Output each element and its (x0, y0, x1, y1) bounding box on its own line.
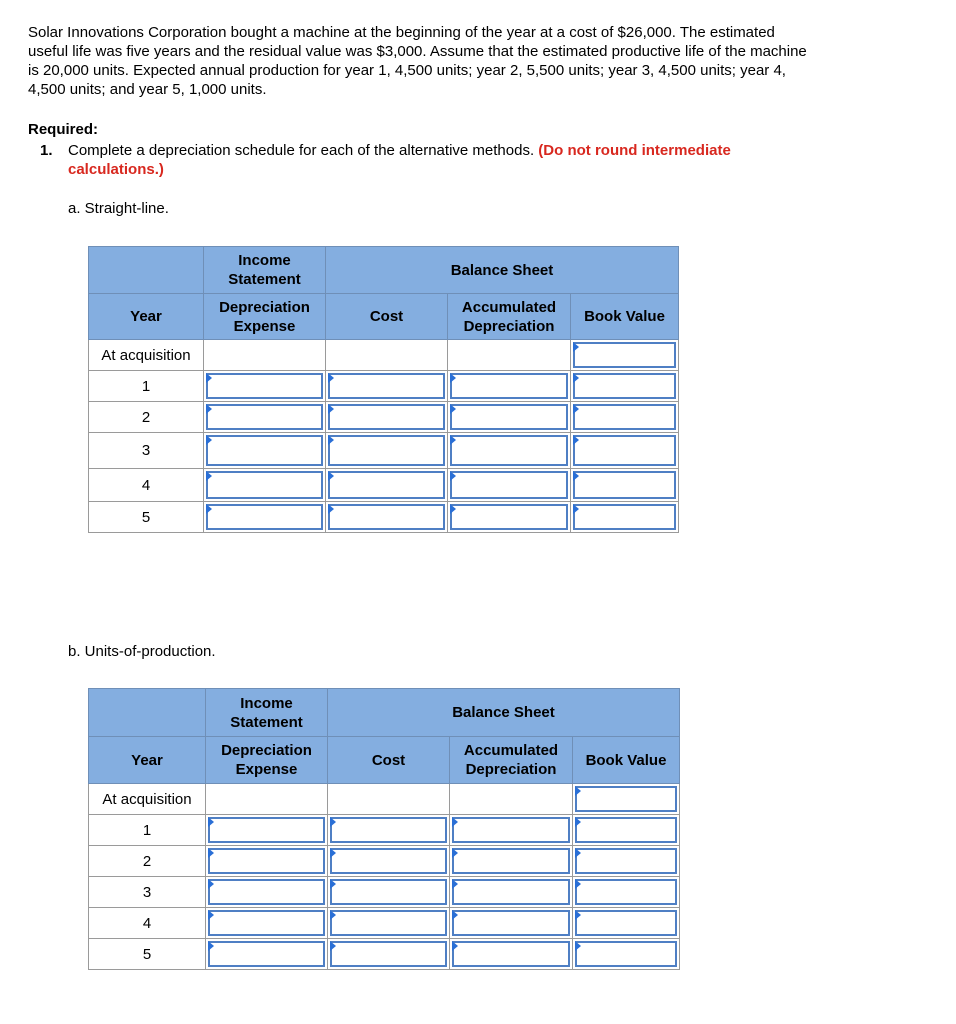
input-marker-icon (330, 817, 336, 827)
input-marker-icon (573, 342, 579, 352)
input-marker-icon (452, 941, 458, 951)
input-marker-icon (328, 404, 334, 414)
accumulated-depreciation-input[interactable] (448, 371, 571, 402)
input-marker-icon (575, 817, 581, 827)
table-row (89, 908, 680, 939)
header-balance-sheet: Balance Sheet (328, 689, 680, 737)
input-marker-icon (208, 848, 214, 858)
input-marker-icon (208, 817, 214, 827)
header-accumulated-depreciation: Accumulated Depreciation (450, 737, 573, 784)
input-marker-icon (450, 504, 456, 514)
header-depreciation-expense: Depreciation Expense (206, 737, 328, 784)
row-label: 4 (89, 469, 204, 502)
static-cell (326, 340, 448, 371)
accumulated-depreciation-input[interactable] (450, 908, 573, 939)
book-value-input[interactable] (571, 469, 679, 502)
table-row (89, 340, 679, 371)
input-marker-icon (206, 404, 212, 414)
accumulated-depreciation-input[interactable] (450, 877, 573, 908)
depreciation-expense-input[interactable] (206, 908, 328, 939)
input-marker-icon (206, 435, 212, 445)
book-value-input[interactable] (573, 877, 680, 908)
cost-input[interactable] (326, 402, 448, 433)
table-row (89, 402, 679, 433)
input-marker-icon (573, 373, 579, 383)
cost-input[interactable] (326, 502, 448, 533)
book-value-input[interactable] (573, 939, 680, 970)
static-cell (450, 784, 573, 815)
requirement-number: 1. (40, 142, 53, 159)
row-label: 2 (89, 846, 206, 877)
depreciation-expense-input[interactable] (204, 371, 326, 402)
input-marker-icon (206, 504, 212, 514)
cost-input[interactable] (328, 908, 450, 939)
table-row (89, 939, 680, 970)
requirement-text (68, 141, 818, 179)
input-marker-icon (450, 404, 456, 414)
input-marker-icon (330, 879, 336, 889)
header-cost: Cost (328, 737, 450, 784)
cost-input[interactable] (328, 846, 450, 877)
table-row (89, 433, 679, 469)
input-marker-icon (330, 941, 336, 951)
input-marker-icon (575, 786, 581, 796)
table-row (89, 815, 680, 846)
depreciation-expense-input[interactable] (206, 846, 328, 877)
depreciation-expense-input[interactable] (204, 502, 326, 533)
requirement-1 (40, 141, 820, 178)
accumulated-depreciation-input[interactable] (448, 502, 571, 533)
accumulated-depreciation-input[interactable] (450, 815, 573, 846)
input-marker-icon (573, 504, 579, 514)
depreciation-expense-input[interactable] (204, 433, 326, 469)
table-row (89, 784, 680, 815)
input-marker-icon (452, 848, 458, 858)
table-row (89, 502, 679, 533)
header-depreciation-expense: Depreciation Expense (204, 294, 326, 340)
book-value-input[interactable] (573, 908, 680, 939)
row-label: At acquisition (89, 784, 206, 815)
input-marker-icon (450, 471, 456, 481)
table-row (89, 469, 679, 502)
header-cost: Cost (326, 294, 448, 340)
input-marker-icon (208, 941, 214, 951)
header-blank (89, 247, 204, 294)
table-row (89, 877, 680, 908)
section-a-label: a. Straight-line. (68, 200, 169, 217)
rounding-note: (Do not round intermediate calculations.) (68, 142, 731, 178)
cost-input[interactable] (326, 433, 448, 469)
cost-input[interactable] (328, 939, 450, 970)
header-accumulated-depreciation: Accumulated Depreciation (448, 294, 571, 340)
row-label: At acquisition (89, 340, 204, 371)
row-label: 1 (89, 815, 206, 846)
book-value-input[interactable] (573, 815, 680, 846)
input-marker-icon (206, 373, 212, 383)
input-marker-icon (573, 404, 579, 414)
input-marker-icon (208, 879, 214, 889)
table-row (89, 846, 680, 877)
input-marker-icon (452, 817, 458, 827)
input-marker-icon (452, 879, 458, 889)
requirement-instruction: Complete a depreciation schedule for each of the alternative methods. (68, 142, 535, 159)
required-heading: Required: (28, 121, 99, 138)
accumulated-depreciation-input[interactable] (448, 433, 571, 469)
cost-input[interactable] (328, 877, 450, 908)
depreciation-expense-input[interactable] (206, 939, 328, 970)
accumulated-depreciation-input[interactable] (448, 402, 571, 433)
static-cell (448, 340, 571, 371)
accumulated-depreciation-input[interactable] (448, 469, 571, 502)
row-label: 5 (89, 502, 204, 533)
input-marker-icon (328, 471, 334, 481)
units-of-production-table (88, 688, 680, 970)
input-marker-icon (328, 373, 334, 383)
accumulated-depreciation-input[interactable] (450, 939, 573, 970)
depreciation-expense-input[interactable] (204, 402, 326, 433)
input-marker-icon (575, 848, 581, 858)
book-value-input[interactable] (571, 502, 679, 533)
book-value-input[interactable] (571, 402, 679, 433)
cost-input[interactable] (326, 469, 448, 502)
input-marker-icon (450, 373, 456, 383)
book-value-input[interactable] (571, 433, 679, 469)
static-cell (328, 784, 450, 815)
book-value-input[interactable] (573, 784, 680, 815)
input-marker-icon (328, 435, 334, 445)
cost-input[interactable] (326, 371, 448, 402)
input-marker-icon (575, 910, 581, 920)
straight-line-table (88, 246, 679, 533)
input-marker-icon (330, 848, 336, 858)
header-book-value: Book Value (573, 737, 680, 784)
header-blank (89, 689, 206, 737)
header-balance-sheet: Balance Sheet (326, 247, 679, 294)
book-value-input[interactable] (573, 846, 680, 877)
input-marker-icon (573, 471, 579, 481)
input-marker-icon (208, 910, 214, 920)
cost-input[interactable] (328, 815, 450, 846)
depreciation-expense-input[interactable] (206, 877, 328, 908)
accumulated-depreciation-input[interactable] (450, 846, 573, 877)
header-income-statement: Income Statement (204, 247, 326, 294)
book-value-input[interactable] (571, 371, 679, 402)
row-label: 2 (89, 402, 204, 433)
depreciation-expense-input[interactable] (206, 815, 328, 846)
header-book-value: Book Value (571, 294, 679, 340)
row-label: 3 (89, 433, 204, 469)
static-cell (206, 784, 328, 815)
header-year: Year (89, 294, 204, 340)
header-income-statement: Income Statement (206, 689, 328, 737)
section-b-label: b. Units-of-production. (68, 643, 216, 660)
table-row (89, 371, 679, 402)
row-label: 3 (89, 877, 206, 908)
input-marker-icon (573, 435, 579, 445)
input-marker-icon (330, 910, 336, 920)
row-label: 5 (89, 939, 206, 970)
static-cell (204, 340, 326, 371)
input-marker-icon (575, 941, 581, 951)
input-marker-icon (575, 879, 581, 889)
input-marker-icon (206, 471, 212, 481)
row-label: 4 (89, 908, 206, 939)
input-marker-icon (452, 910, 458, 920)
header-year: Year (89, 737, 206, 784)
book-value-input[interactable] (571, 340, 679, 371)
problem-statement: Solar Innovations Corporation bought a machine at the beginning of the year at a cost of $26,000. The estimated useful life was five years and the residual value was $3,000. Assume that the estimated productive life of the machine is 20,000 units. Expected annual production for year 1, 4,500 units; year 2, 5,500 units; year 3, 4,500 units; year 4, 4,500 units; and year 5, 1,000 units. (28, 24, 807, 98)
input-marker-icon (450, 435, 456, 445)
input-marker-icon (328, 504, 334, 514)
depreciation-expense-input[interactable] (204, 469, 326, 502)
row-label: 1 (89, 371, 204, 402)
